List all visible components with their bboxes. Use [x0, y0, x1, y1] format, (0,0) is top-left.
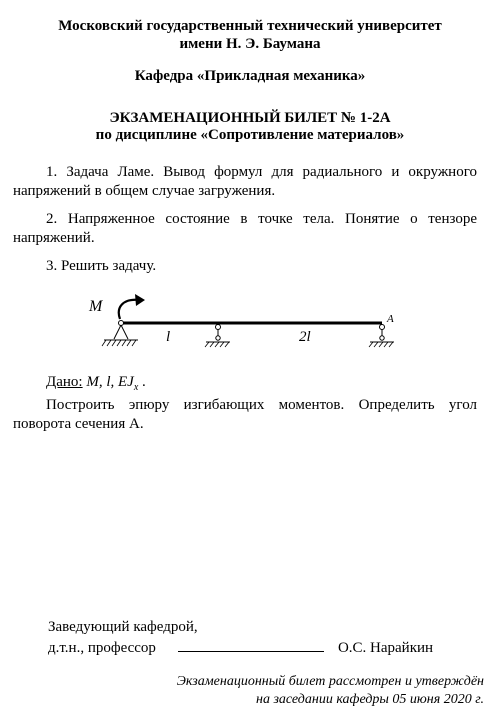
span1-label: l: [166, 329, 171, 345]
university-name-line2: имени Н. Э. Баумана: [179, 36, 321, 52]
department-title: Кафедра «Прикладная механика»: [134, 68, 366, 84]
roller-support-middle: [205, 325, 230, 348]
roller-support-right: [369, 325, 394, 348]
question-1: 1. Задача Ламе. Вывод формул для радиального и окружного напряжений в общем случае загружения.: [13, 164, 477, 199]
given-label: Дано:: [46, 374, 83, 390]
moment-label: M: [89, 298, 103, 315]
university-name-line1: Московский государственный технический университет: [58, 18, 442, 34]
question-2: 2. Напряженное состояние в точке тела. Понятие о тензоре напряжений.: [13, 211, 477, 246]
given-end: .: [142, 374, 146, 390]
signature-title: Заведующий кафедрой,: [48, 619, 198, 635]
footer-line2: на заседании кафедры 05 июня 2020 г.: [256, 692, 484, 707]
footer-line1: Экзаменационный билет рассмотрен и утверждён: [176, 674, 484, 689]
point-a-label: A: [387, 313, 394, 325]
discipline-title: по дисциплине «Сопротивление материалов»: [95, 127, 405, 143]
signature-degree: д.т.н., профессор: [48, 640, 156, 656]
ticket-title: ЭКЗАМЕНАЦИОННЫЙ БИЛЕТ № 1-2А: [109, 110, 391, 126]
span2-label: 2l: [299, 329, 311, 345]
signature-line: [178, 637, 324, 652]
question-3: 3. Решить задачу.: [46, 258, 157, 274]
given-values: M, l, EJ: [86, 374, 134, 390]
moment-arrow: [119, 294, 145, 319]
signature-name: О.С. Нарайкин: [337, 640, 434, 656]
given-block: [46, 373, 146, 397]
task-text: Построить эпюру изгибающих моментов. Определить угол поворота сечения А.: [13, 397, 477, 432]
signature-row: [48, 637, 433, 658]
given-subscript: x: [133, 382, 139, 393]
